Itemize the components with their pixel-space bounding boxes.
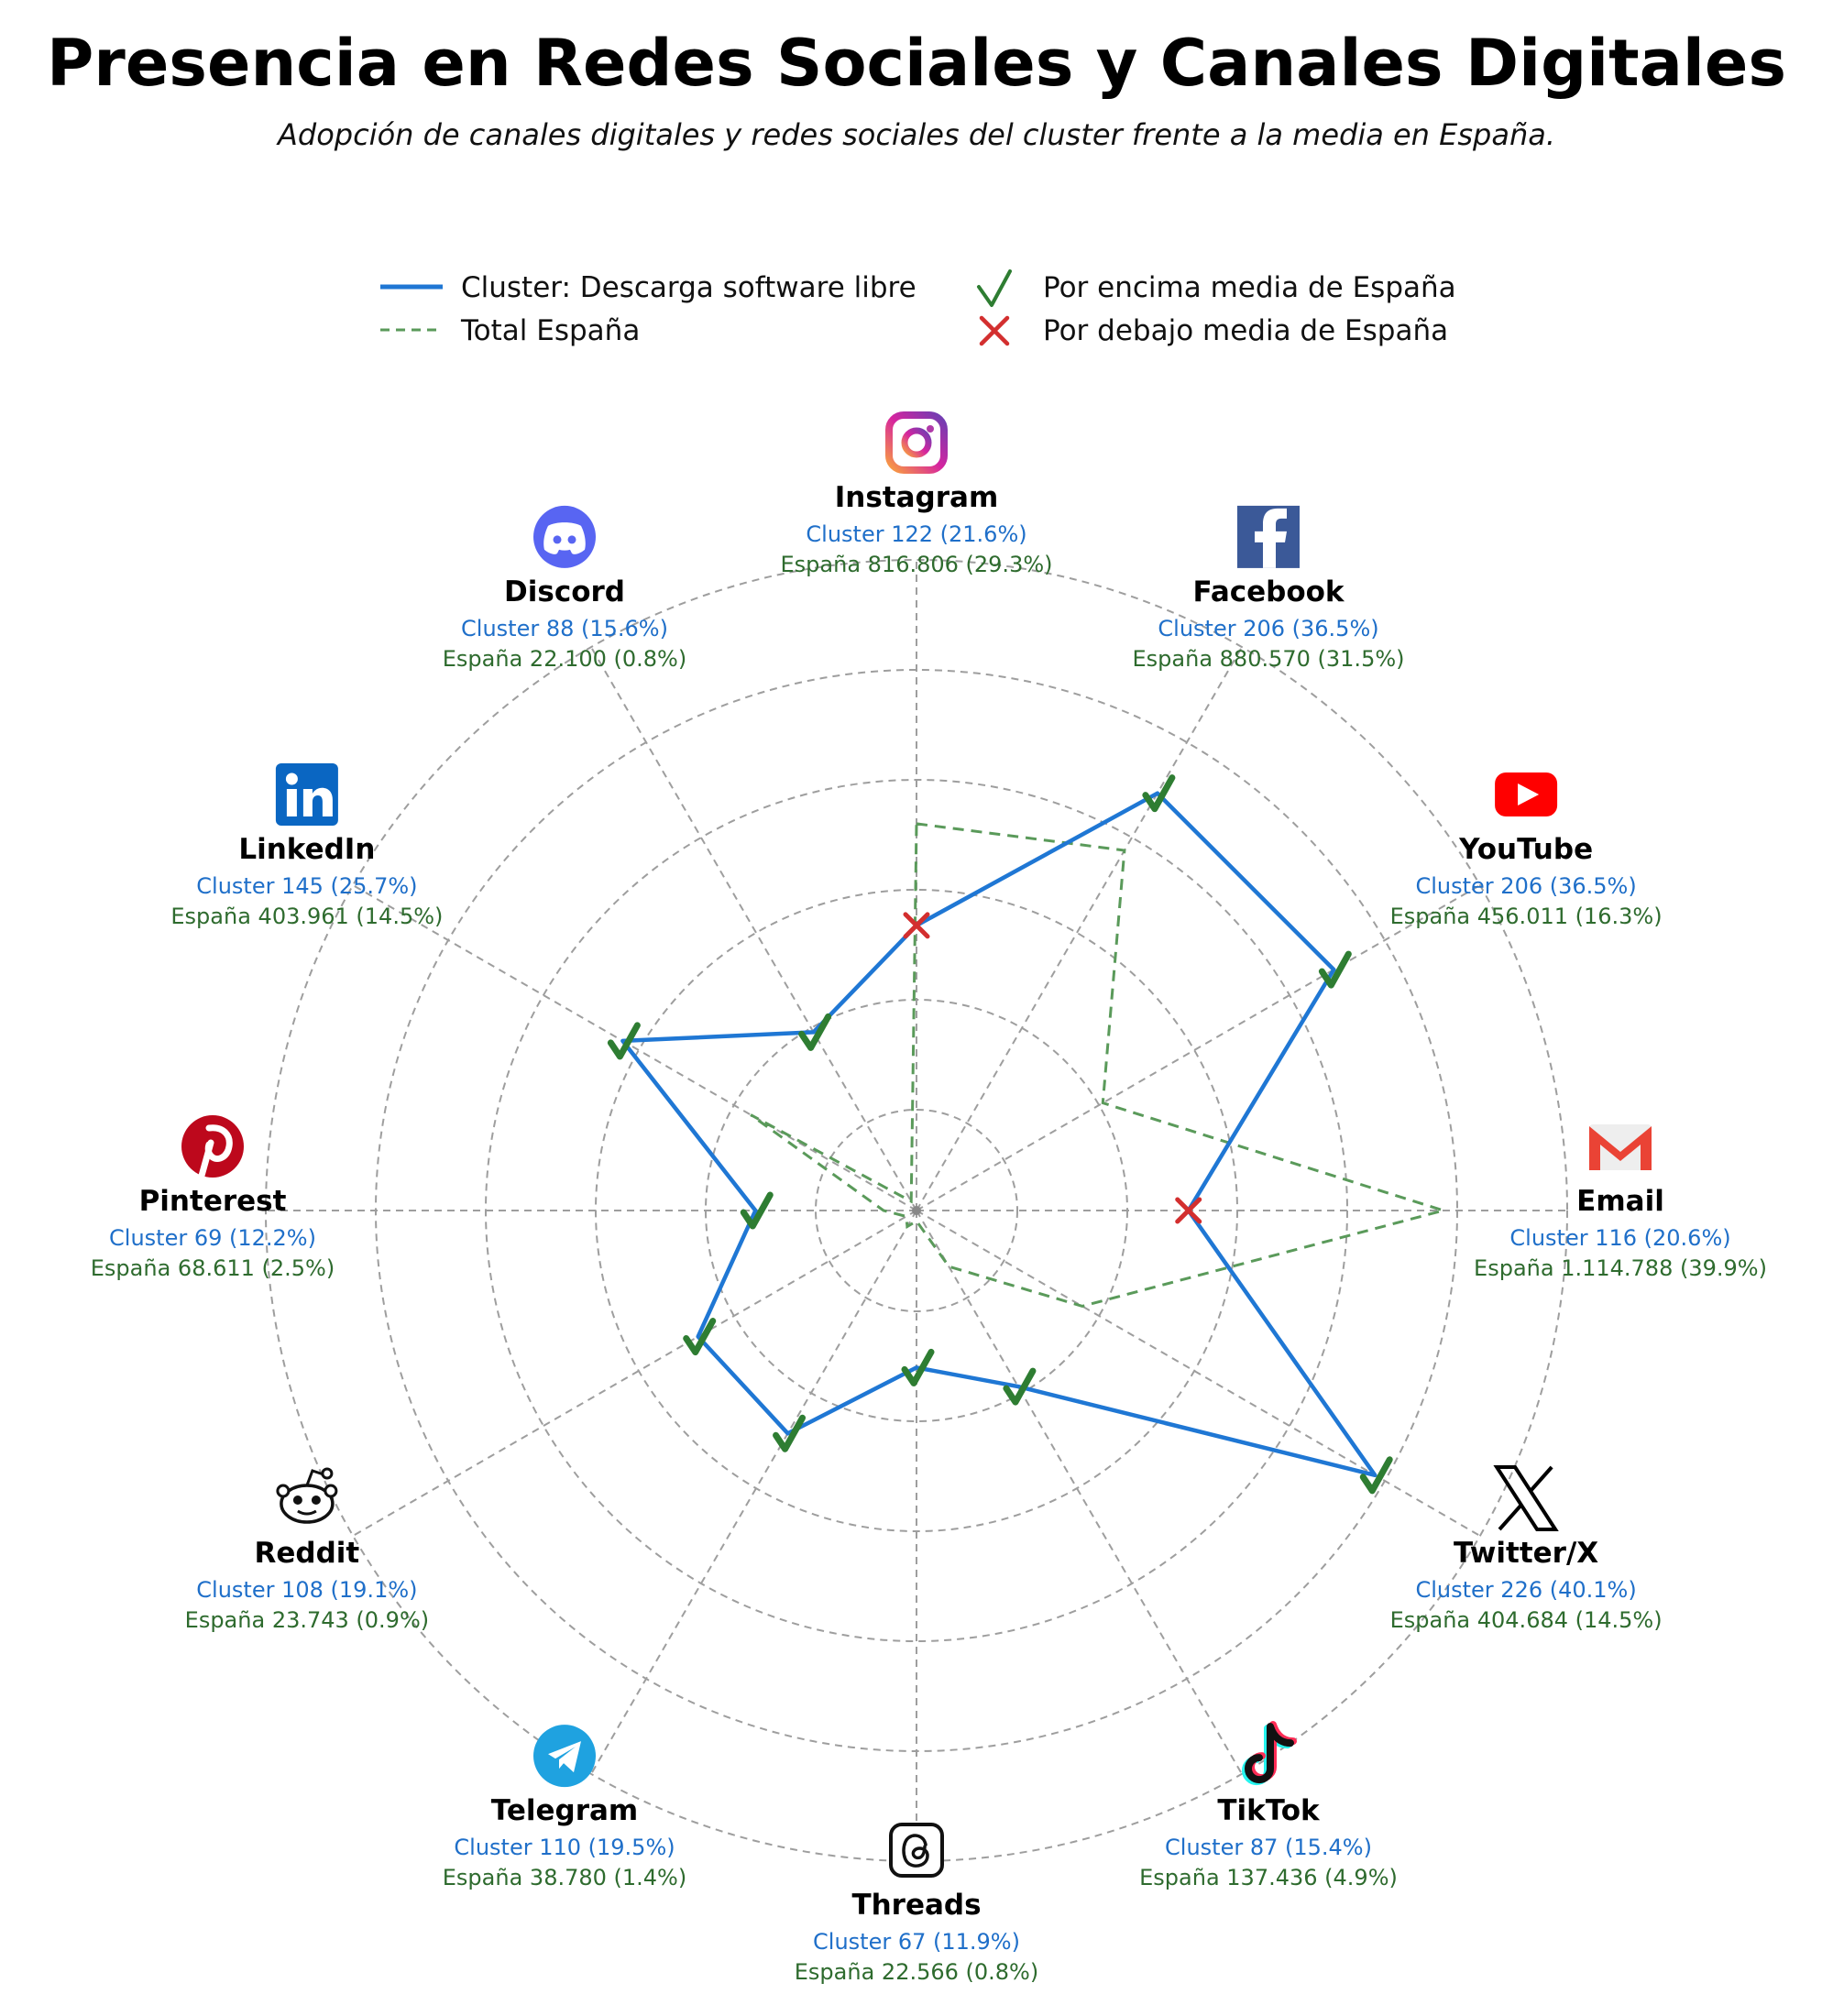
spain-value-label: España 23.743 (0.9%): [184, 1607, 430, 1633]
axis-name: Reddit: [254, 1537, 360, 1570]
axis-label-youtube: [1390, 772, 1663, 929]
cluster-value-label: Cluster 67 (11.9%): [813, 1929, 1020, 1955]
legend-spain-label: Total España: [461, 314, 641, 347]
chart-title: Presencia en Redes Sociales y Canales Digitales: [47, 26, 1786, 101]
grid-spoke: [591, 647, 916, 1211]
axis-label-tiktok: [1139, 1725, 1398, 1890]
cluster-value-label: Cluster 145 (25.7%): [196, 873, 418, 899]
cluster-value-label: Cluster 122 (21.6%): [806, 521, 1027, 547]
twitter-x-icon: [1497, 1467, 1555, 1529]
reddit-icon: [278, 1469, 336, 1522]
radar-center: [912, 1206, 921, 1215]
grid-spoke: [916, 647, 1242, 1211]
spain-value-label: España 22.100 (0.8%): [442, 645, 687, 672]
cluster-value-label: Cluster 110 (19.5%): [454, 1835, 675, 1861]
spain-value-label: España 404.684 (14.5%): [1389, 1607, 1663, 1633]
axis-name: LinkedIn: [238, 833, 376, 866]
cluster-value-label: Cluster 116 (20.6%): [1509, 1225, 1731, 1251]
spain-value-label: España 68.611 (2.5%): [90, 1255, 335, 1281]
grid-spoke: [916, 1211, 1242, 1774]
cluster-value-label: Cluster 206 (36.5%): [1415, 873, 1637, 899]
spain-value-label: España 22.566 (0.8%): [794, 1959, 1039, 1985]
axis-name: Telegram: [490, 1794, 639, 1828]
legend-cross-icon: [982, 318, 1007, 344]
tiktok-icon: [1246, 1725, 1293, 1781]
axis-name: Threads: [851, 1889, 982, 1922]
axis-label-instagram: [781, 415, 1053, 577]
spain-value-label: España 880.570 (31.5%): [1132, 645, 1405, 672]
axis-name: TikTok: [1217, 1794, 1320, 1828]
cluster-value-label: Cluster 87 (15.4%): [1165, 1835, 1372, 1861]
axis-label-telegram: [443, 1725, 686, 1890]
below-cross-icon: [1178, 1200, 1200, 1222]
legend-above-label: Por encima media de España: [1043, 271, 1456, 304]
youtube-icon: [1495, 772, 1557, 816]
cluster-value-label: Cluster 69 (12.2%): [109, 1225, 316, 1251]
cluster-value-label: Cluster 88 (15.6%): [461, 615, 668, 641]
grid-spoke: [916, 1211, 1480, 1536]
pinterest-icon: [181, 1115, 244, 1178]
spain-value-label: España 1.114.788 (39.9%): [1474, 1255, 1767, 1281]
facebook-icon: [1237, 506, 1300, 568]
legend: [380, 271, 1456, 347]
chart-subtitle: Adopción de canales digitales y redes sociales del cluster frente a la media en España.: [277, 117, 1555, 152]
axis-name: Discord: [504, 575, 625, 608]
spain-value-label: España 456.011 (16.3%): [1389, 904, 1663, 929]
axis-label-pinterest: [91, 1115, 335, 1281]
cluster-value-label: Cluster 108 (19.1%): [196, 1577, 418, 1603]
axis-label-twitter-x: [1390, 1467, 1663, 1633]
legend-below-label: Por debajo media de España: [1043, 314, 1449, 347]
axis-label-discord: [443, 506, 686, 672]
grid-spoke: [353, 885, 916, 1211]
cluster-value-label: Cluster 206 (36.5%): [1158, 615, 1379, 641]
axis-name: Pinterest: [138, 1185, 287, 1218]
spain-value-label: España 137.436 (4.9%): [1139, 1865, 1398, 1891]
axis-label-linkedin: [170, 763, 443, 929]
email-icon: [1589, 1124, 1652, 1170]
axis-label-email: [1474, 1124, 1767, 1281]
axis-label-reddit: [185, 1469, 429, 1633]
grid-spoke: [916, 885, 1480, 1211]
spain-value-label: España 38.780 (1.4%): [442, 1865, 687, 1891]
threads-icon: [891, 1824, 942, 1876]
telegram-icon: [533, 1725, 596, 1787]
axis-labels: [91, 415, 1767, 1985]
linkedin-icon: [276, 763, 338, 826]
axis-name: Email: [1576, 1185, 1664, 1218]
instagram-icon: [889, 415, 944, 470]
axis-label-threads: [795, 1824, 1038, 1985]
axis-label-facebook: [1133, 506, 1405, 672]
radar-grid: [266, 560, 1567, 1861]
axis-name: YouTube: [1459, 833, 1594, 866]
grid-spoke: [353, 1211, 916, 1536]
axis-name: Twitter/X: [1454, 1537, 1599, 1570]
legend-check-icon: [979, 271, 1010, 305]
spain-value-label: España 816.806 (29.3%): [780, 552, 1053, 577]
discord-icon: [533, 506, 596, 568]
legend-cluster-label: Cluster: Descarga software libre: [461, 271, 916, 304]
spain-value-label: España 403.961 (14.5%): [170, 904, 444, 929]
axis-name: Facebook: [1192, 575, 1345, 608]
grid-spoke: [591, 1211, 916, 1774]
cluster-value-label: Cluster 226 (40.1%): [1415, 1577, 1637, 1603]
axis-name: Instagram: [834, 481, 999, 514]
